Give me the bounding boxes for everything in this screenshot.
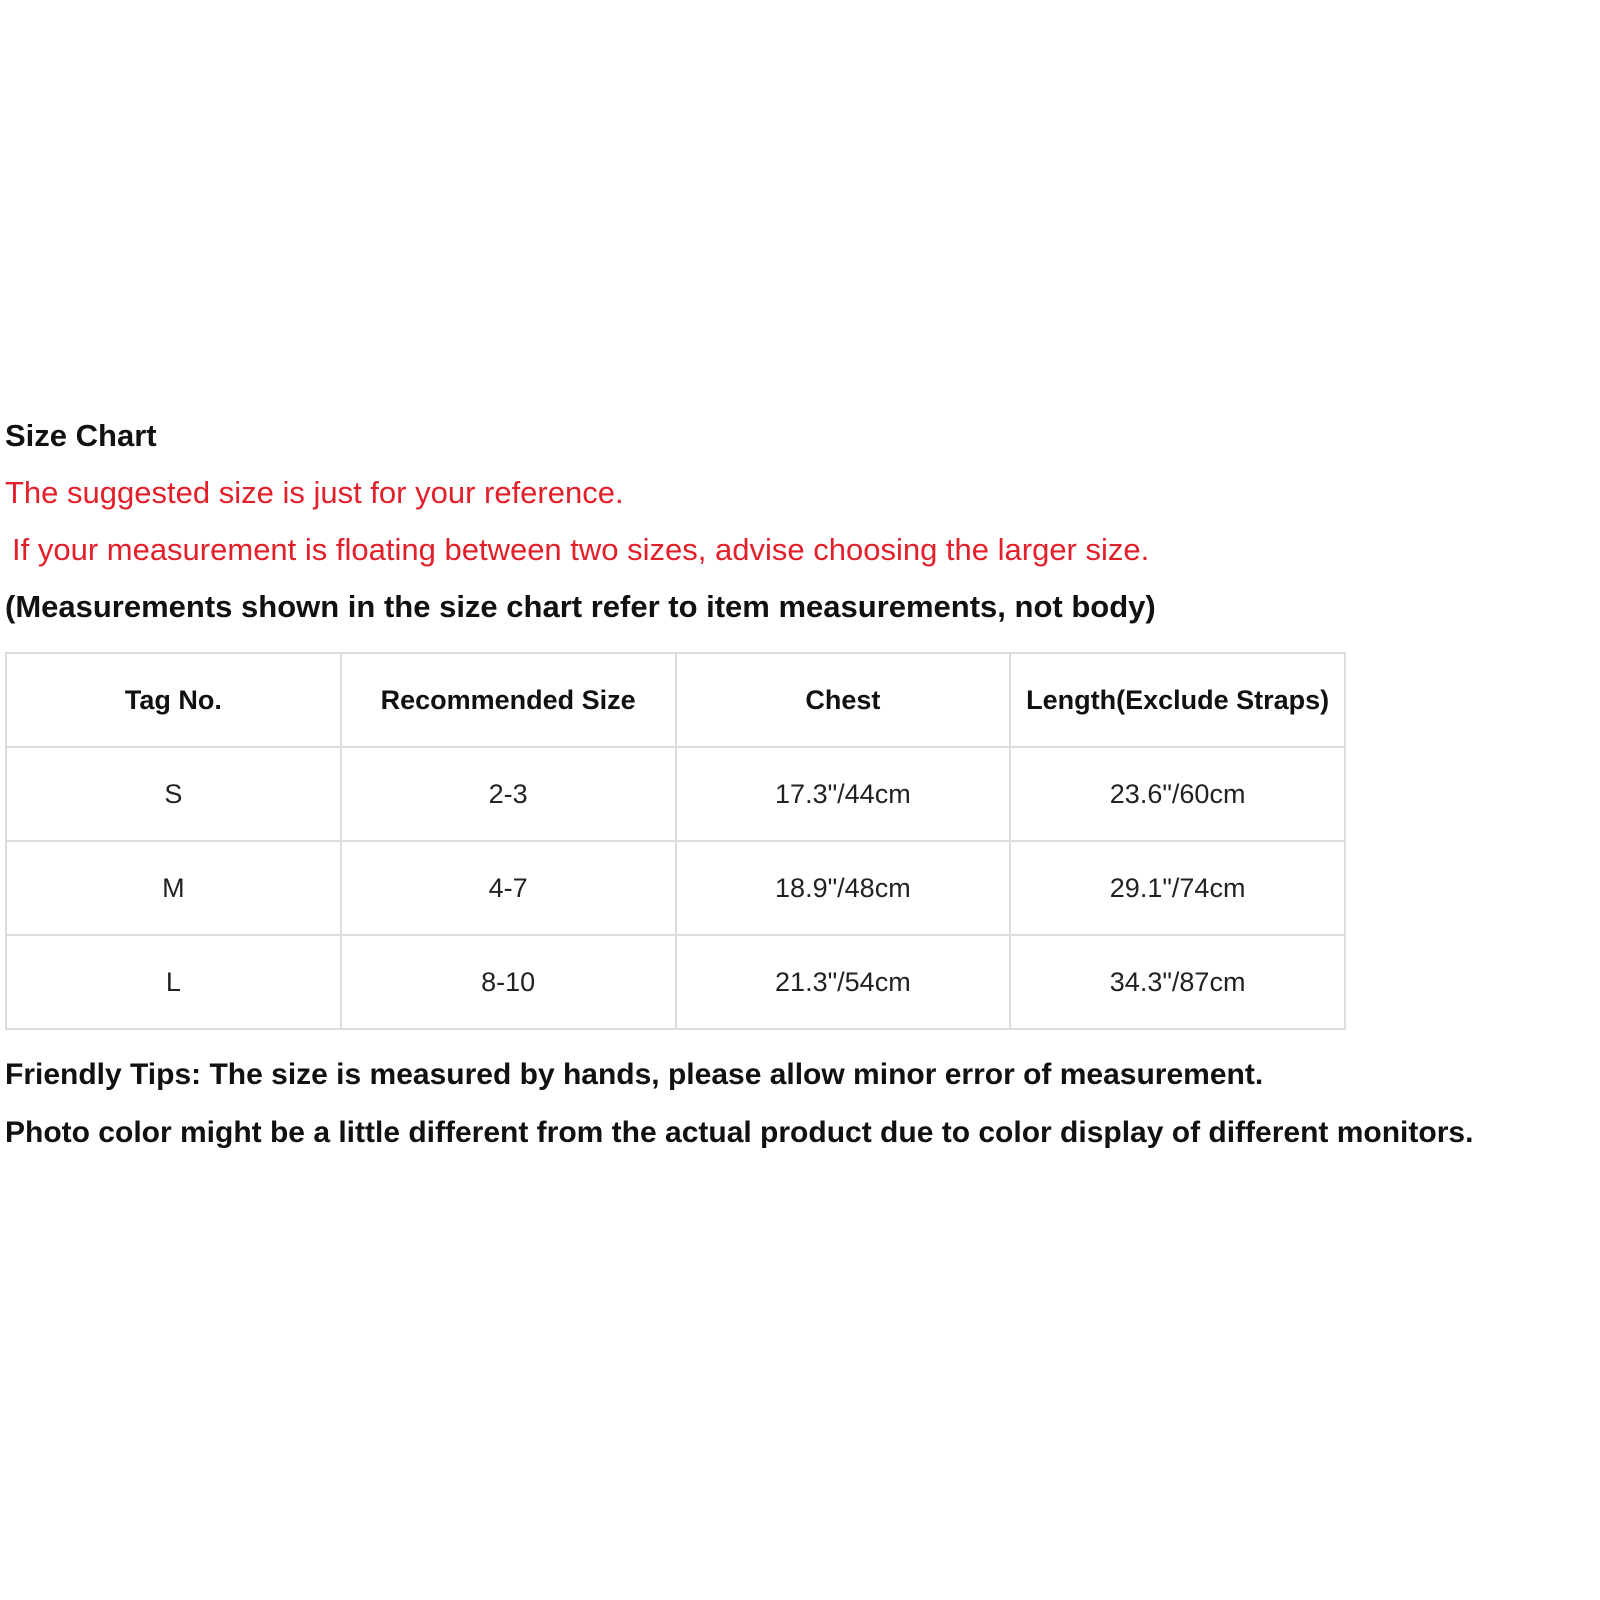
cell-recommended-size: 8-10 (341, 935, 676, 1029)
cell-tag: L (6, 935, 341, 1029)
measurement-note: (Measurements shown in the size chart refer to item measurements, not body) (5, 589, 1156, 624)
size-chart-title: Size Chart (5, 418, 157, 453)
cell-length: 29.1"/74cm (1010, 841, 1345, 935)
cell-recommended-size: 4-7 (341, 841, 676, 935)
cell-length: 34.3"/87cm (1010, 935, 1345, 1029)
header-tag-no: Tag No. (6, 653, 341, 747)
cell-recommended-size: 2-3 (341, 747, 676, 841)
floating-size-note: If your measurement is floating between two sizes, advise choosing the larger size. (12, 532, 1150, 567)
photo-color-note: Photo color might be a little different from the actual product due to color display of different monitors. (5, 1116, 1474, 1149)
cell-length: 23.6"/60cm (1010, 747, 1345, 841)
cell-tag: S (6, 747, 341, 841)
table-row (6, 841, 1345, 935)
header-recommended-size: Recommended Size (341, 653, 676, 747)
table-header-row (6, 653, 1345, 747)
reference-note: The suggested size is just for your reference. (5, 475, 624, 510)
table-row (6, 747, 1345, 841)
header-length: Length(Exclude Straps) (1010, 653, 1345, 747)
header-chest: Chest (676, 653, 1011, 747)
cell-tag: M (6, 841, 341, 935)
cell-chest: 21.3"/54cm (676, 935, 1011, 1029)
size-table (5, 652, 1346, 1030)
friendly-tips: Friendly Tips: The size is measured by hands, please allow minor error of measurement. (5, 1058, 1264, 1091)
cell-chest: 17.3"/44cm (676, 747, 1011, 841)
cell-chest: 18.9"/48cm (676, 841, 1011, 935)
table-row (6, 935, 1345, 1029)
